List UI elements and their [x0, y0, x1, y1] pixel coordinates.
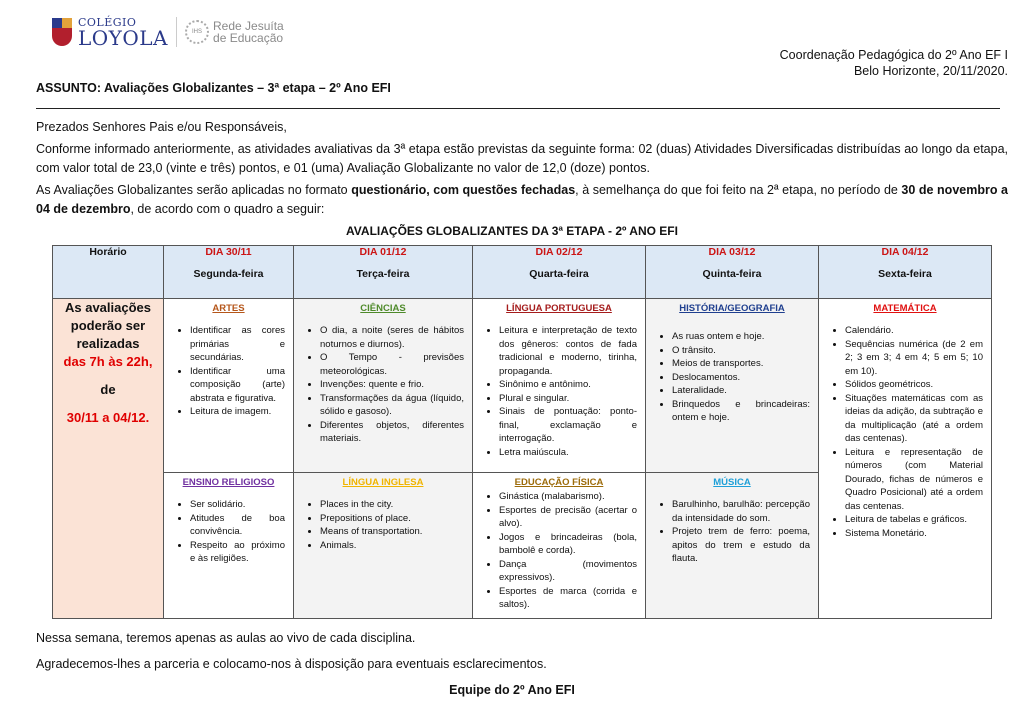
list-item: • Places in the city. — [320, 498, 464, 512]
paragraph-format: As Avaliações Globalizantes serão aplicadas no formato questionário, com questões fechadas, à semelhança do que foi feito na 2ª etapa, no período de 30 de novembro a 04 de dezembro, de acordo com o quadro a seguir: — [36, 183, 1008, 216]
header-horario: Horário — [53, 246, 164, 299]
list-item: • Invenções: quente e frio. — [320, 378, 464, 392]
list-item: • Diferentes objetos, diferentes materiais. — [320, 419, 464, 446]
list-item: • Transformações da água (líquido, sólido e gasoso). — [320, 392, 464, 419]
list-item: • Sistema Monetário. — [845, 527, 983, 541]
list-item: • Atitudes de boa convivência. — [190, 512, 285, 539]
paragraph-evaluations: Conforme informado anteriormente, as atividades avaliativas da 3ª etapa estão previstas da seguinte forma: 02 (duas) Atividades Diversificadas distribuídas ao longo da etapa, com valor total de 23,0 (vinte e três) pontos, e 01 (uma) Avaliação Globalizante no valor de 12,0 (doze) pontos. — [36, 142, 1008, 175]
school-crest-icon — [52, 18, 72, 46]
list-item: • Animals. — [320, 539, 464, 553]
list-item: • Ser solidário. — [190, 498, 285, 512]
letterhead-logo — [52, 12, 284, 52]
cell-artes: ARTES • Identificar as cores primárias e secundárias. • Identificar uma composição (arte) abstrata e figurativa. • Leitura de imagem. — [164, 299, 294, 473]
list-item: • Deslocamentos. — [672, 371, 810, 385]
cell-ensino-religioso: ENSINO RELIGIOSO • Ser solidário. • Atitudes de boa convivência. • Respeito ao próximo e às religiões. — [164, 473, 294, 619]
signature: Equipe do 2º Ano EFI — [449, 683, 575, 697]
header-day-3: DIA 02/12 Quarta-feira — [473, 246, 646, 299]
header-day-5: DIA 04/12 Sexta-feira — [819, 246, 992, 299]
subject-line: ASSUNTO: Avaliações Globalizantes – 3ª etapa – 2º Ano EFI — [36, 81, 391, 95]
horario-cell: As avaliações poderão ser realizadas das 7h às 22h, de 30/11 a 04/12. — [53, 299, 164, 619]
cell-musica: MÚSICA • Barulhinho, barulhão: percepção da intensidade do som. • Projeto trem de ferro: poema, apitos do trem e estudo da flauta. — [646, 473, 819, 619]
list-item: • Situações matemáticas com as ideias da adição, da subtração e da multiplicação (até a ordem das centenas). — [845, 392, 983, 446]
school-name-big: LOYOLA — [78, 25, 169, 50]
list-item: • O trânsito. — [672, 344, 810, 358]
list-item: • Respeito ao próximo e às religiões. — [190, 539, 285, 566]
list-item: • Means of transportation. — [320, 525, 464, 539]
list-item: • Dança (movimentos expressivos). — [499, 558, 637, 585]
list-item: • Esportes de marca (corrida e saltos). — [499, 585, 637, 612]
list-item: • Esportes de precisão (acertar o alvo). — [499, 504, 637, 531]
header-day-4: DIA 03/12 Quinta-feira — [646, 246, 819, 299]
list-item: • Barulhinho, barulhão: percepção da intensidade do som. — [672, 498, 810, 525]
cell-lingua-portuguesa: LÍNGUA PORTUGUESA • Leitura e interpretação de texto dos gêneros: contos de fada tradicional e moderno, tirinha, propaganda. • Sinônimo e antônimo. • Plural e singular. • Sinais de pontuação: ponto-final, exclamação e interrogação. • Letra maiúscula. — [473, 299, 646, 473]
list-item: • Sinônimo e antônimo. — [499, 378, 637, 392]
list-item: • Letra maiúscula. — [499, 446, 637, 460]
sender-info — [780, 47, 1008, 79]
list-item: • Prepositions of place. — [320, 512, 464, 526]
table-row — [53, 299, 992, 473]
cell-ciencias: CIÊNCIAS • O dia, a noite (seres de hábitos noturnos e diurnos). • O Tempo - previsões meteorológicas. • Invenções: quente e frio. • Transformações da água (líquido, sólido e gasoso). • Diferentes objetos, diferentes materiais. — [294, 299, 473, 473]
place-date: Belo Horizonte, 20/11/2020. — [853, 64, 1008, 78]
network-name: Rede Jesuíta de Educação — [213, 19, 284, 45]
header-day-2: DIA 01/12 Terça-feira — [294, 246, 473, 299]
list-item: • Brinquedos e brincadeiras: ontem e hoje. — [672, 398, 810, 425]
list-item: • Projeto trem de ferro: poema, apitos do trem e estudo da flauta. — [672, 525, 810, 566]
list-item: • As ruas ontem e hoje. — [672, 330, 810, 344]
cell-matematica: MATEMÁTICA • Calendário. • Sequências numérica (de 2 em 2; 3 em 3; 4 em 4; 5 em 5; 10 em 10). • Sólidos geométricos. • Situações matemáticas com as ideias da adição, da subtração e da multiplicação (até a ordem das centenas). • Leitura e representação de números (com Material Dourado, fichas de números e Quadro Posicional) até a ordem das centenas. • Leitura de tabelas e gráficos. • Sistema Monetário. — [819, 299, 992, 619]
closing-thanks: Agradecemos-lhes a parceria e colocamo-nos à disposição para eventuais esclarecimentos. — [36, 657, 547, 671]
cell-lingua-inglesa: LÍNGUA INGLESA • Places in the city. • Prepositions of place. • Means of transportation. • Animals. — [294, 473, 473, 619]
list-item: • Meios de transportes. — [672, 357, 810, 371]
list-item: • Sequências numérica (de 2 em 2; 3 em 3; 4 em 4; 5 em 5; 10 em 10). — [845, 338, 983, 379]
list-item: • Lateralidade. — [672, 384, 810, 398]
jesuit-emblem-icon: IHS — [185, 20, 209, 44]
list-item: • Identificar as cores primárias e secundárias. — [190, 324, 285, 365]
header-day-1: DIA 30/11 Segunda-feira — [164, 246, 294, 299]
list-item: • Sinais de pontuação: ponto-final, exclamação e interrogação. — [499, 405, 637, 446]
list-item: • Leitura de imagem. — [190, 405, 285, 419]
table-title: AVALIAÇÕES GLOBALIZANTES DA 3ª ETAPA - 2º ANO EFI — [346, 224, 678, 238]
logo-divider — [176, 17, 177, 47]
cell-educacao-fisica: EDUCAÇÃO FÍSICA • Ginástica (malabarismo). • Esportes de precisão (acertar o alvo). • Jogos e brincadeiras (bola, bambolê e corda). • Dança (movimentos expressivos). • Esportes de marca (corrida e saltos). — [473, 473, 646, 619]
list-item: • Jogos e brincadeiras (bola, bambolê e corda). — [499, 531, 637, 558]
list-item: • O dia, a noite (seres de hábitos noturnos e diurnos). — [320, 324, 464, 351]
table-header-row — [53, 246, 992, 299]
list-item: • Ginástica (malabarismo). — [499, 490, 637, 504]
divider — [36, 108, 1000, 109]
school-name — [78, 17, 168, 48]
greeting: Prezados Senhores Pais e/ou Responsáveis, — [36, 120, 287, 134]
list-item: • Sólidos geométricos. — [845, 378, 983, 392]
list-item: • Calendário. — [845, 324, 983, 338]
list-item: • Identificar uma composição (arte) abstrata e figurativa. — [190, 365, 285, 406]
closing-note: Nessa semana, teremos apenas as aulas ao vivo de cada disciplina. — [36, 631, 416, 645]
school-name-small: COLÉGIO — [78, 15, 137, 29]
list-item: • O Tempo - previsões meteorológicas. — [320, 351, 464, 378]
list-item: • Leitura de tabelas e gráficos. — [845, 513, 983, 527]
list-item: • Plural e singular. — [499, 392, 637, 406]
schedule-table — [52, 245, 992, 619]
list-item: • Leitura e representação de números (com Material Dourado, fichas de números e Quadro Posicional) até a ordem das centenas. — [845, 446, 983, 514]
list-item: • Leitura e interpretação de texto dos gêneros: contos de fada tradicional e moderno, tirinha, propaganda. — [499, 324, 637, 378]
cell-historia-geografia: HISTÓRIA/GEOGRAFIA • As ruas ontem e hoje. • O trânsito. • Meios de transportes. • Deslocamentos. • Lateralidade. • Brinquedos e brincadeiras: ontem e hoje. — [646, 299, 819, 473]
coordination-line: Coordenação Pedagógica do 2º Ano EF I — [779, 48, 1008, 62]
